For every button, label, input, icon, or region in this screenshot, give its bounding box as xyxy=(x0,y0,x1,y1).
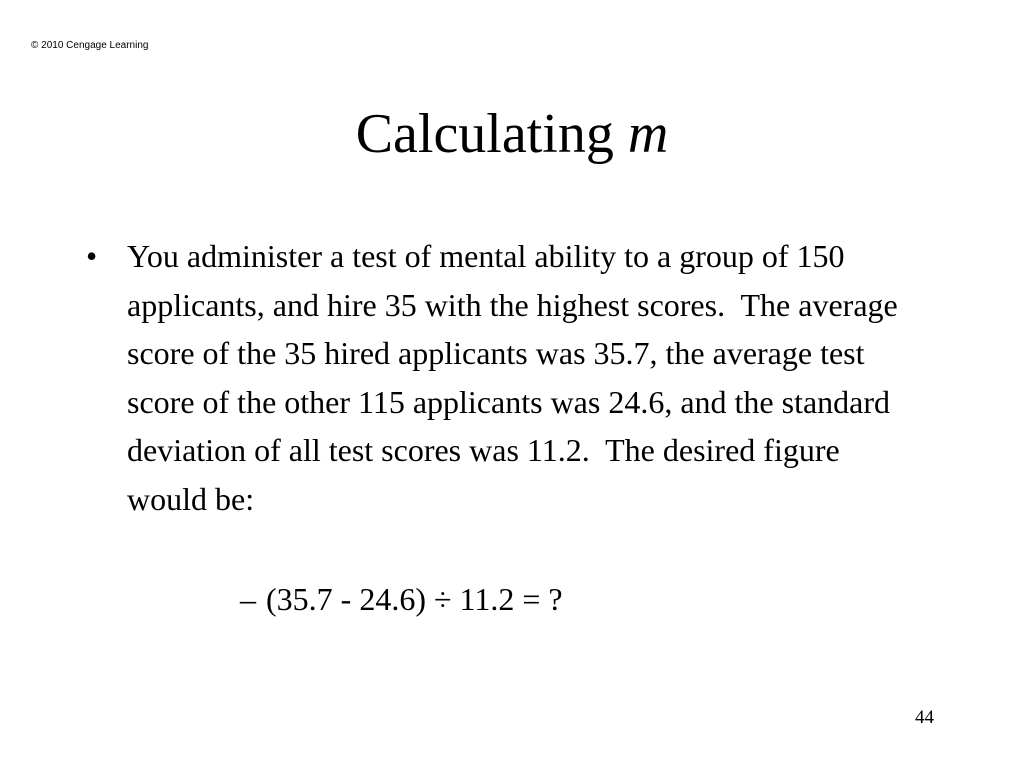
title-variable: m xyxy=(627,103,669,165)
page-number: 44 xyxy=(915,707,934,728)
title-text: Calculating xyxy=(355,103,614,165)
bullet-text: You administer a test of mental ability to a group of 150 applicants, and hire 35 with the highest scores. The average score of the 35 hired applicants was 35.7, the average test score of the other 115 applicants was 24.6, and the standard deviation of all test scores was 11.2. The desired figure would be: xyxy=(127,238,906,517)
sub-bullet-formula xyxy=(240,575,563,623)
formula-text: (35.7 - 24.6) ÷ 11.2 = ? xyxy=(266,581,563,617)
slide-title xyxy=(0,102,1024,166)
bullet-item xyxy=(86,232,926,523)
sub-bullet-marker: – xyxy=(240,581,256,617)
copyright-notice: © 2010 Cengage Learning xyxy=(31,40,149,51)
bullet-marker: • xyxy=(86,238,98,274)
bullet-list xyxy=(86,232,926,523)
